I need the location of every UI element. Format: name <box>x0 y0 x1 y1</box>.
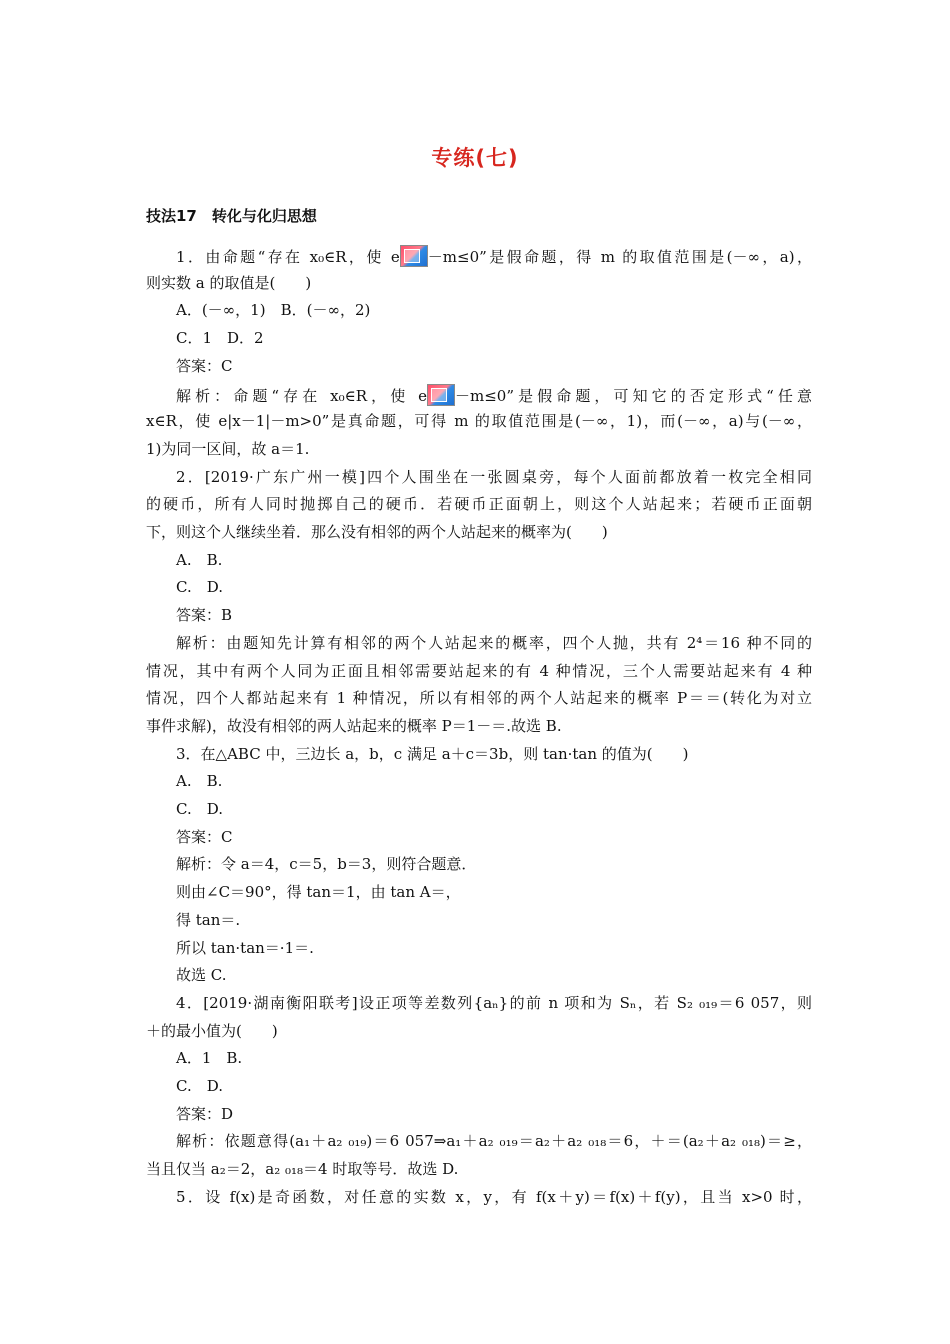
text-line-content: 2．[2019·广东广州一模]四个人围坐在一张圆桌旁，每个人面前都放着一枚完全相同 <box>176 468 812 486</box>
formula-image-icon <box>427 384 455 406</box>
text-line <box>146 661 812 681</box>
text-line-content: 答案：B <box>176 606 233 624</box>
text-line-content: C．1 D．2 <box>176 329 264 347</box>
text-line <box>176 993 812 1013</box>
text-line-content: 1．由命题“存在 x₀∈R，使 e <box>176 248 400 266</box>
text-line <box>176 965 812 985</box>
text-line <box>176 1187 812 1207</box>
text-line-content: 当且仅当 a₂＝2，a₂ ₀₁₈＝4 时取等号．故选 D. <box>146 1160 459 1178</box>
text-line-content: 解析：由题知先计算有相邻的两个人站起来的概率，四个人抛，共有 2⁴＝16 种不同的 <box>176 634 812 652</box>
text-line <box>176 577 812 597</box>
text-line-content: 的硬币，所有人同时抛掷自己的硬币．若硬币正面朝上，则这个人站起来；若硬币正面朝 <box>146 495 812 513</box>
text-line-content: 解析：命题“存在 x₀∈R，使 e <box>176 387 428 405</box>
text-line-content: 解析：依题意得(a₁＋a₂ ₀₁₉)＝6 057⇒a₁＋a₂ ₀₁₉＝a₂＋a₂ ₀₁₈＝6，＋＝(a₂＋a₂ ₀₁₈)＝≥， <box>176 1132 812 1150</box>
text-line <box>176 633 812 653</box>
text-line-content: 所以 tan·tan＝·1＝. <box>176 939 314 957</box>
text-line-content: A．(－∞，1) B．(－∞，2) <box>176 301 371 319</box>
text-line <box>176 1048 812 1068</box>
text-line <box>176 1131 812 1151</box>
text-line <box>176 245 812 267</box>
text-line <box>176 854 812 874</box>
text-line <box>176 910 812 930</box>
text-line <box>176 356 812 376</box>
text-line-content: 5．设 f(x)是奇函数，对任意的实数 x，y，有 f(x＋y)＝f(x)＋f(y)，且当 x>0 时， <box>176 1188 812 1206</box>
text-line-content: C. D. <box>176 1077 223 1095</box>
text-line-content: －m≤0”是假命题，可知它的否定形式“任意 <box>455 387 812 405</box>
text-line-content: 4．[2019·湖南衡阳联考]设正项等差数列{aₙ}的前 n 项和为 Sₙ，若 S₂ ₀₁₉＝6 057，则 <box>176 994 812 1012</box>
text-line-content: 得 tan＝. <box>176 911 241 929</box>
text-line-content: 1)为同一区间，故 a＝1. <box>146 440 310 458</box>
text-line-content: 答案：D <box>176 1105 234 1123</box>
text-line-content: C. D. <box>176 800 223 818</box>
text-line <box>146 522 812 542</box>
text-line <box>176 882 812 902</box>
text-line <box>176 605 812 625</box>
text-line-content: 答案：C <box>176 828 233 846</box>
text-line-content: 情况，其中有两个人同为正面且相邻需要站起来的有 4 种情况，三个人需要站起来有 4 种 <box>146 662 812 680</box>
text-line-content: C. D. <box>176 578 223 596</box>
text-line-content: ＋的最小值为( ) <box>146 1022 278 1040</box>
text-line <box>146 1021 812 1041</box>
text-line-content: A. B. <box>176 551 223 569</box>
formula-image-icon <box>400 245 428 267</box>
text-line-content: 故选 C. <box>176 966 227 984</box>
text-line <box>176 467 812 487</box>
text-line-content: A. B. <box>176 772 223 790</box>
text-line <box>146 439 812 459</box>
section-heading: 技法17 转化与化归思想 <box>146 207 317 225</box>
text-line <box>176 328 812 348</box>
text-line <box>176 384 812 406</box>
text-line-content: 下，则这个人继续坐着．那么没有相邻的两个人站起来的概率为( ) <box>146 523 608 541</box>
text-line <box>176 938 812 958</box>
text-line <box>146 1159 812 1179</box>
text-line <box>176 550 812 570</box>
text-line <box>176 799 812 819</box>
text-line-content: －m≤0”是假命题，得 m 的取值范围是(－∞，a)， <box>427 248 812 266</box>
text-line-content: x∈R，使 e|x－1|－m>0”是真命题，可得 m 的取值范围是(－∞，1)，而(－∞，a)与(－∞， <box>146 412 812 430</box>
text-line <box>176 300 812 320</box>
text-line <box>176 1076 812 1096</box>
text-line <box>146 411 812 431</box>
text-line-content: A．1 B. <box>176 1049 243 1067</box>
text-line-content: 解析：令 a＝4，c＝5，b＝3，则符合题意． <box>176 855 477 873</box>
text-line <box>176 744 812 764</box>
text-line <box>146 688 812 708</box>
text-line-content: 答案：C <box>176 357 233 375</box>
text-line <box>146 494 812 514</box>
text-line <box>146 716 812 736</box>
text-line <box>176 771 812 791</box>
text-line <box>176 827 812 847</box>
text-line <box>146 273 812 293</box>
text-line-content: 事件求解)，故没有相邻的两人站起来的概率 P＝1－＝.故选 B. <box>146 717 562 735</box>
text-line-content: 3．在△ABC 中，三边长 a，b，c 满足 a＋c＝3b，则 tan·tan 的值为( ) <box>176 745 689 763</box>
text-line-content: 情况，四个人都站起来有 1 种情况，所以有相邻的两个人站起来的概率 P＝＝(转化为对立 <box>146 689 812 707</box>
page-title: 专练(七) <box>431 146 519 170</box>
text-line-content: 则实数 a 的取值是( ) <box>146 274 312 292</box>
text-line-content: 则由∠C＝90°，得 tan＝1，由 tan A＝， <box>176 883 461 901</box>
text-line <box>176 1104 812 1124</box>
